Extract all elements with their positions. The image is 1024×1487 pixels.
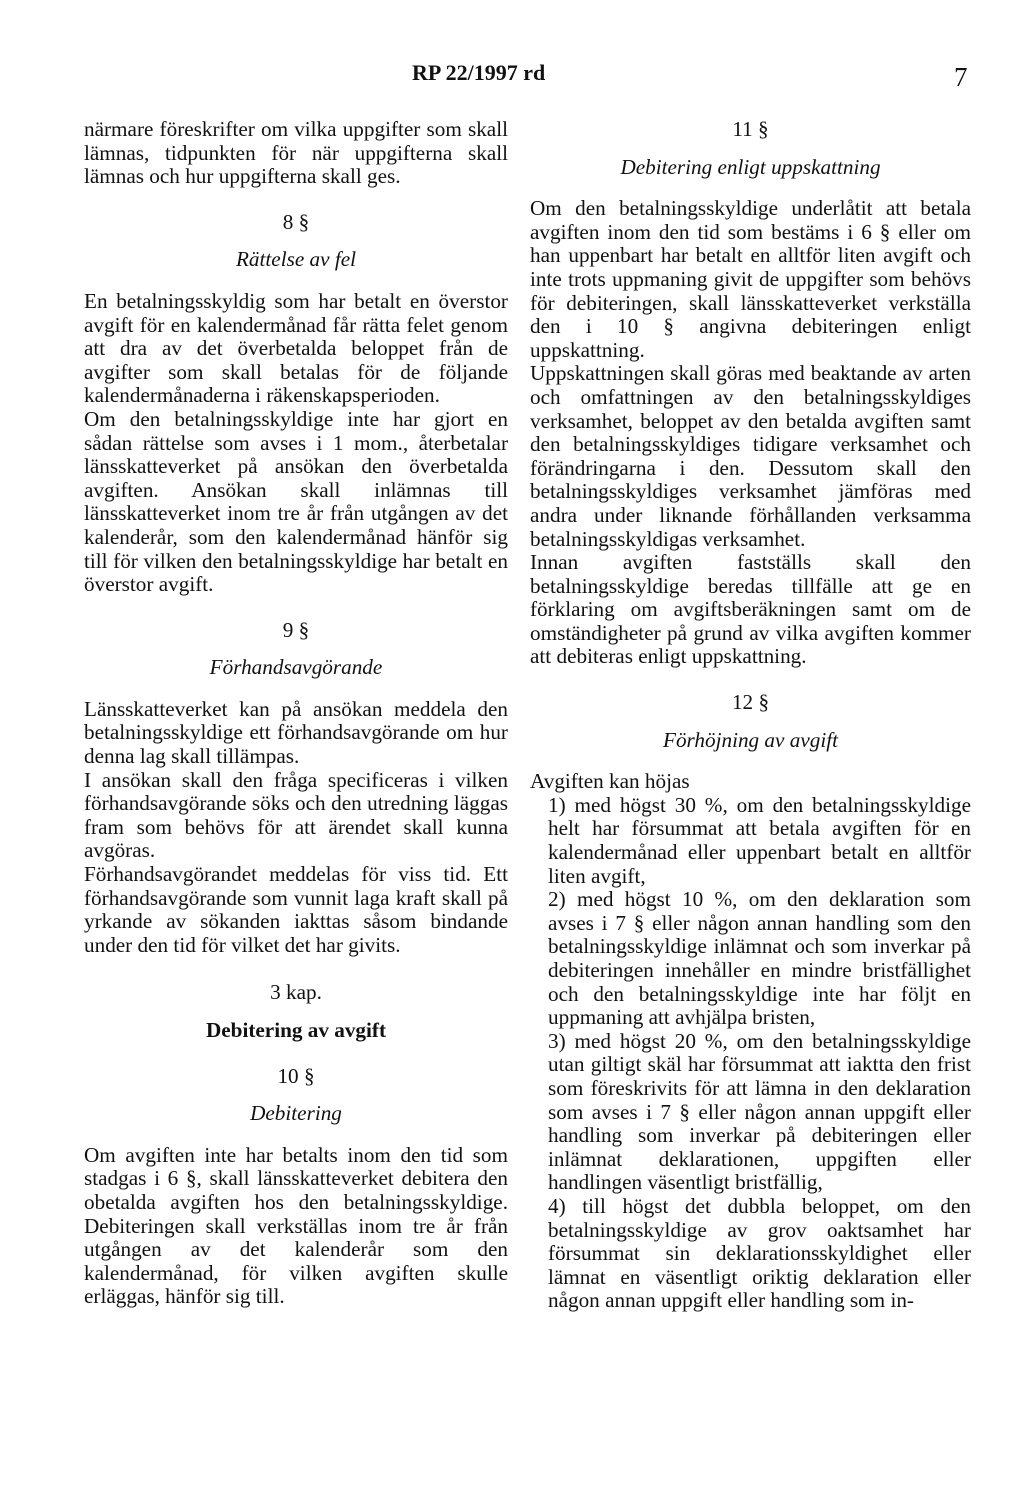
section-12-item-2: 2) med högst 10 %, om den deklaration som avses i 7 § eller någon annan handling som den betalningsskyldige inlämnat och som inverkar på debiteringen innehåller en mindre bristfällighet och den betalningsskyldige inte har följt en uppmaning att avhjälpa bristen, <box>548 887 971 1030</box>
section-12-title: Förhöjning av avgift <box>663 727 838 752</box>
section-9-paragraph-2: I ansökan skall den fråga specificeras i vilken förhandsavgörande söks och den utredning läggas fram som behövs för att ärendet skall kunna avgöras. <box>84 767 508 863</box>
section-9-paragraph-1: Länsskatteverket kan på ansökan meddela den betalningsskyldige ett förhandsavgörande om hur denna lag skall tillämpas. <box>84 696 508 769</box>
section-11-paragraph-1: Om den betalningsskyldige underlåtit att betala avgiften inom den tid som bestäms i 6 § eller om han uppenbart har betalt en alltför liten avgift och inte trots uppmaning givit de uppgifter som behövs för debiteringen, skall länsskatteverket verkställa den i 10 § angivna debiteringen enligt uppskattning. <box>530 196 971 362</box>
section-9-title: Förhandsavgörande <box>209 655 383 680</box>
section-11-paragraph-2: Uppskattningen skall göras med beaktande av arten och omfattningen av den betalningsskyldiges verksamhet, beloppet av den betalda avgiften samt den betalningsskyldiges tidigare verksamhet och förändringarna i den. Dessutom skall den betalningsskyldiges verksamhet jämföras med andra under liknande förhållanden verksamma betalningsskyldigas verksamhet. <box>530 361 971 551</box>
chapter-title: Debitering av avgift <box>205 1018 387 1042</box>
section-12-item-4: 4) till högst det dubbla beloppet, om den betalningsskyldige av grov oaktsamhet har försummat sin deklarationsskyldighet eller lämnat en väsentligt oriktig deklaration eller någon annan uppgift eller handling som in- <box>548 1193 971 1313</box>
section-10-number: 10 § <box>277 1063 315 1088</box>
section-8-title: Rättelse av fel <box>235 247 357 272</box>
page-header <box>0 60 1024 100</box>
section-8-paragraph-1: En betalningsskyldig som har betalt en överstor avgift för en kalendermånad får rätta felet genom att dra av det överbetalda beloppet från de avgifter som skall betalas för de följande kalendermånaderna i räkenskapsperioden. <box>84 288 508 408</box>
section-10-paragraph-1: Om avgiften inte har betalts inom den tid som stadgas i 6 §, skall länsskatteverket debitera den obetalda avgiften hos den betalningsskyldige. Debiteringen skall verkställas inom tre år från utgången av det kalenderår som den kalendermånad, för vilken avgiften skulle erläggas, hänför sig till. <box>84 1142 508 1309</box>
section-11-number: 11 § <box>732 117 769 141</box>
section-8-paragraph-2: Om den betalningsskyldige inte har gjort en sådan rättelse som avses i 1 mom., återbetalar länsskatteverket på ansökan den överbetalda avgiften. Ansökan skall inlämnas till länsskatteverket inom tre år från utgången av det kalenderår, som den kalendermånad hänför sig till för vilken den betalningsskyldige har betalt en överstor avgift. <box>84 406 508 597</box>
document-reference: RP 22/1997 rd <box>412 60 546 85</box>
left-column <box>84 118 508 1309</box>
section-11-paragraph-3: Innan avgiften fastställs skall den betalningsskyldige beredas tillfälle att ge en förklaring om avgiftsberäkningen samt om de omständigheter på grund av vilka avgiften kommer att debiteras enligt uppskattning. <box>530 550 971 669</box>
page-number: 7 <box>954 62 968 92</box>
section-12-lead: Avgiften kan höjas <box>530 769 690 794</box>
section-12-item-1: 1) med högst 30 %, om den betalningsskyldige helt har försummat att betala avgiften för en kalendermånad eller uppenbart betalt en alltför liten avgift, <box>548 792 971 888</box>
section-9-paragraph-3: Förhandsavgörandet meddelas för viss tid. Ett förhandsavgörande som vunnit laga kraft skall på yrkande av sökanden iakttas såsom bindande under den tid för vilket det har givits. <box>84 862 508 957</box>
intro-paragraph: närmare föreskrifter om vilka uppgifter som skall lämnas, tidpunkten för när uppgifterna skall lämnas och hur uppgifterna skall ges. <box>84 117 508 189</box>
chapter-number: 3 kap. <box>270 980 322 1005</box>
section-11-title: Debitering enligt uppskattning <box>620 154 881 179</box>
section-12-number: 12 § <box>731 690 770 715</box>
section-12-item-3: 3) med högst 20 %, om den betalningsskyldige utan giltigt skäl har försummat att iaktta den frist som föreskrivits för att lämna in den deklaration som avses i 7 § eller någon annan uppgift eller handling som inverkar på debiteringen eller inlämnat deklarationen, uppgiften eller handlingen väsentligt bristfällig, <box>548 1028 971 1195</box>
section-10-title: Debitering <box>250 1101 342 1126</box>
section-8-number: 8 § <box>282 209 310 234</box>
right-column <box>530 118 971 1313</box>
section-9-number: 9 § <box>282 617 310 642</box>
